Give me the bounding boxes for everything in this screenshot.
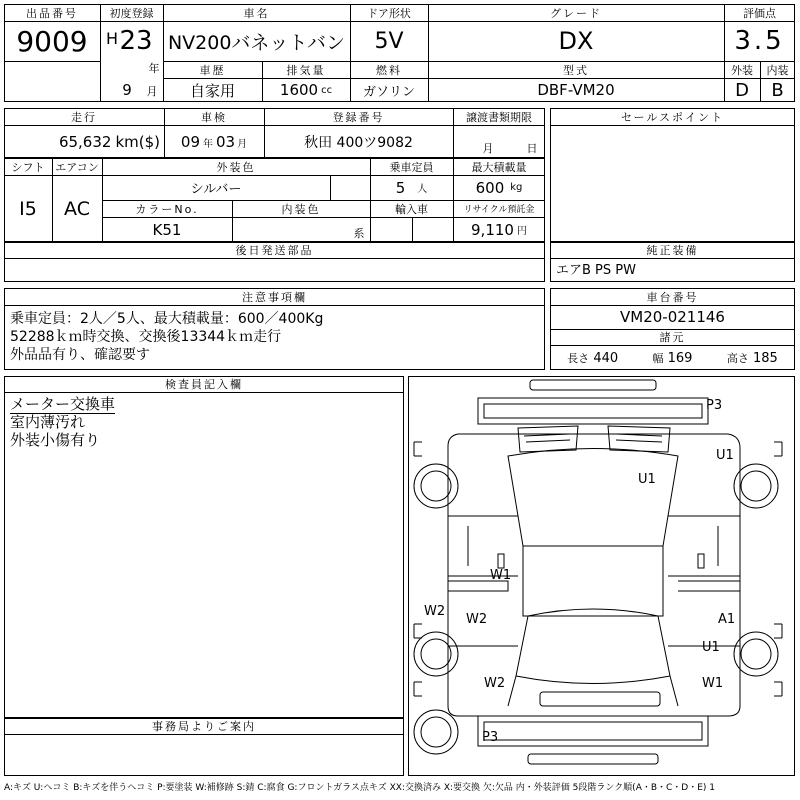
load-label: 最大積載量 (471, 160, 527, 174)
sales-point-label: セールスポイント (620, 110, 724, 124)
inspection: 09 年 03 月 (180, 133, 248, 151)
grade: DX (558, 27, 594, 55)
mark-w2-bottom: W2 (484, 676, 506, 691)
parts-label: 後日発送部品 (235, 244, 314, 257)
int-color-label: 内装色 (281, 202, 321, 216)
int-label: 内装 (766, 63, 789, 77)
notes-label: 注意事項欄 (242, 290, 307, 304)
sales-point-box (550, 108, 795, 242)
notes-line-2: 52288ｋｍ時交換、交換後13344ｋｍ走行 (10, 329, 282, 345)
model: DBF-VM20 (537, 81, 615, 99)
first-reg-year-unit: 年 (148, 62, 160, 75)
mark-u1-right: U1 (716, 448, 734, 463)
transfer-day: 日 (526, 142, 538, 155)
door-label: ドア形状 (367, 6, 411, 20)
mark-a1-right: A1 (718, 612, 736, 627)
mark-u1-right-2: U1 (702, 640, 720, 655)
ext-grade: D (735, 79, 749, 101)
legend-text: A:キズ U:ヘコミ B:キズを伴うヘコミ P:要塗装 W:補修跡 S:錆 C:腐食 G:フロントガラス点キズ XX:交換済み X:要交換 欠:欠品 内・外装評価 5段階ランク順(A・B・C・D・E) 1 (4, 783, 716, 793)
mark-p3-bottom: P3 (482, 730, 499, 745)
notes-line-3: 外品品有り、確認要す (10, 347, 150, 363)
score-label: 評価点 (743, 6, 776, 20)
inspector-label: 検査員記入欄 (165, 378, 243, 391)
equip-value: エアB PS PW (556, 263, 636, 278)
reg-label: 登録番号 (332, 110, 385, 124)
inspector-line-2: 室内薄汚れ (10, 413, 86, 431)
chassis-label: 車台番号 (646, 290, 699, 304)
history: 自家用 (189, 81, 235, 100)
ac-label: エアコン (55, 160, 99, 174)
fuel: ガソリン (362, 84, 415, 100)
capacity-label: 乗車定員 (389, 160, 434, 174)
notes-line-1: 乗車定員：2人／5人、最大積載量：600／400Kg (10, 311, 324, 327)
car-diagram (408, 376, 795, 776)
score: 3.5 (734, 26, 785, 56)
dims-label: 諸元 (659, 331, 686, 344)
max-load: 600 kg (475, 178, 523, 197)
first-reg-month-unit: 月 (146, 85, 158, 98)
color-no-label: カラーNo. (135, 202, 199, 216)
int-color-unit: 系 (353, 227, 365, 240)
inspector-line-1: メーター交換車 (10, 395, 116, 413)
capacity: 5 人 (395, 178, 428, 197)
model-label: 型式 (563, 63, 589, 77)
int-grade: B (771, 79, 784, 101)
ext-label: 外装 (731, 63, 753, 77)
inspection-label: 車検 (201, 110, 227, 124)
mark-p3-top: P3 (706, 398, 723, 413)
first-reg-label: 初度登録 (109, 6, 154, 20)
recycle-fee: 9,110 円 (471, 220, 527, 239)
import-label: 輸入車 (395, 202, 428, 216)
history-label: 車歴 (199, 63, 226, 77)
mark-w1-bottom: W1 (702, 676, 724, 691)
mileage-label: 走行 (71, 110, 97, 124)
mark-w2-left: W2 (424, 604, 446, 619)
chassis-number: VM20-021146 (620, 308, 725, 326)
lot-number: 9009 (16, 24, 88, 58)
shift: I5 (19, 197, 37, 220)
office-label: 事務局よりご案内 (152, 720, 256, 733)
disp-label: 排気量 (286, 63, 326, 77)
first-reg-year: 23 (119, 26, 153, 56)
fuel-label: 燃料 (376, 63, 402, 77)
shift-label: シフト (11, 160, 45, 174)
mileage: 65,632 km($) (58, 133, 160, 151)
first-reg-month: 9 (122, 81, 132, 99)
mark-w1-left: W1 (490, 568, 512, 583)
grade-label: グレード (550, 6, 602, 20)
transfer-label: 譲渡書類期限 (466, 110, 532, 124)
dims-values: 長さ 440 幅 169 高さ 185 (567, 351, 778, 366)
door-type: 5V (374, 28, 404, 54)
displacement: 1600 cc (279, 81, 333, 99)
car-name-label: 車名 (243, 6, 270, 20)
color-no: K51 (152, 220, 182, 239)
lot-label: 出品番号 (26, 6, 78, 20)
ac: AC (64, 197, 90, 220)
inspector-line-3: 外装小傷有り (10, 431, 101, 449)
car-name: NV200バネットバン (167, 31, 346, 54)
mark-u1-center: U1 (638, 472, 656, 487)
equip-label: 純正装備 (646, 244, 699, 257)
first-reg-era: H (105, 28, 119, 48)
color-label: 外装色 (216, 160, 256, 174)
transfer-month: 月 (482, 142, 494, 155)
recycle-label: リサイクル預託金 (463, 205, 535, 215)
reg-number: 秋田 400ツ9082 (304, 135, 413, 151)
mark-w2-center: W2 (466, 612, 488, 627)
color: シルバー (190, 182, 242, 197)
